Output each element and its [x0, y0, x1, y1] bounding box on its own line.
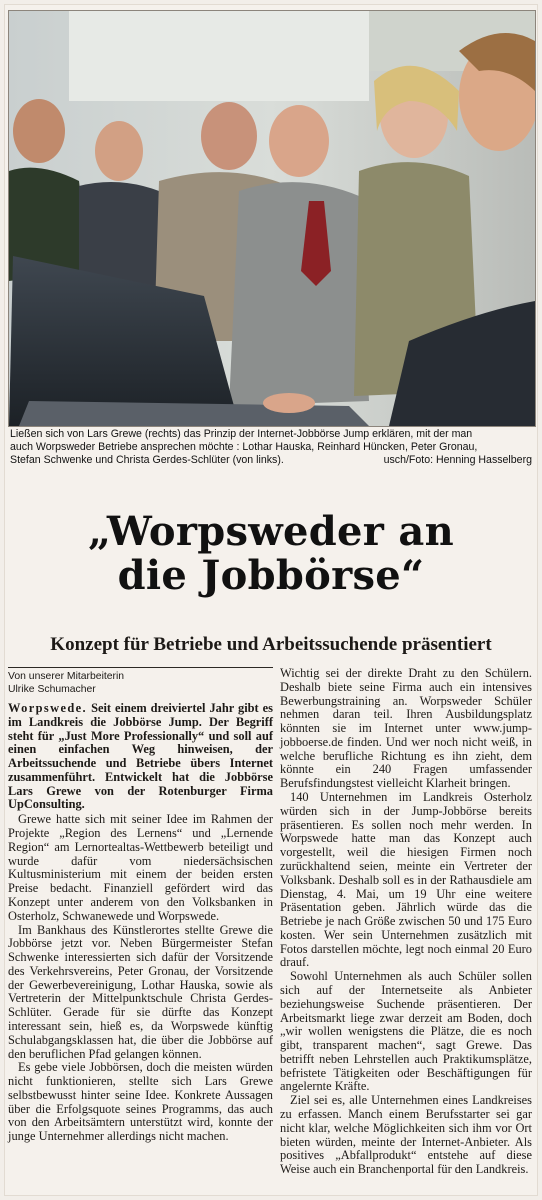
divider: [8, 667, 273, 668]
dateline: Worpswede.: [8, 701, 88, 715]
body-paragraph: 140 Unternehmen im Landkreis Osterholz würden sich in der Jump-Jobbörse bereits präsentieren. Es sollen noch mehr werden. In Worpswede hatte man das Konzept auch vorgestellt, weil die hiesigen Firmen noch zurückhaltend seien, meinte ein Vertreter der Volksbank. Deshalb soll es in der Rathausdiele am Dienstag, 4. Mai, um 19 Uhr eine weitere Präsentation geben. Jährlich würde das die Betriebe je nach Größe zwischen 50 und 175 Euro kosten. Wer sein Unternehmen zusätzlich mit Fotos darstellen möchte, legt noch einmal 20 Euro drauf.: [280, 790, 532, 970]
group-photo: [8, 10, 536, 427]
body-paragraph: Es gebe viele Jobbörsen, doch die meisten würden nicht funktionieren, stellte sich Lars Grewe selbstbewusst hinter seine Idee. Konkrete Aussagen über die Erfolgsquote seines Programms, das auch von den Arbeitsämtern unterstützt wird, konnte der junge Unternehmer allerdings nicht machen.: [8, 1060, 273, 1144]
caption-text: Stefan Schwenke und Christa Gerdes-Schlüter (von links).: [10, 454, 284, 466]
headline-line-2: die Jobbörse“: [117, 552, 425, 599]
body-paragraph: Im Bankhaus des Künstlerortes stellte Grewe die Jobbörse jetzt vor. Neben Bürgermeister Stefan Schwenke interessierten sich dafür der Vorsitzende des Verkehrsvereins, Peter Gronau, der Vorsitzende der Gewerbevereinigung, Lothar Hauska, sowie als Vertreterin der Mittelpunktschule Christa Gerdes-Schlüter. Gerade für sie dürfte das Konzept interessant sein, hieß es, da Worpswede künftig Schulabgangsklassen hat, die über die Jobbörse auf den beruflichen Pfad gelangen können.: [8, 922, 273, 1061]
body-paragraph: Grewe hatte sich mit seiner Idee im Rahmen der Projekte „Region des Lernens“ und „Lernende Region“ am Lernortealtas-Wettbewerb beteiligt und wurde dafür vom niedersächsischen Kultusministerium mit einem der beiden ersten Preise bedacht. Finanziell gefördert wird das Konzept unter anderem von den Volksbanken in Osterholz, Schwanewede und Worpswede.: [8, 812, 273, 923]
headline: [0, 510, 542, 598]
article-column-right: [280, 667, 532, 1177]
body-paragraph: Wichtig sei der direkte Draht zu den Schülern. Deshalb biete seine Firma auch ein intensives Bewerbungstraining an. Worpsweder Schüler nehmen daran teil. Ihren Ausbildungsplatz könnten sie im Internet unter www.jump-jobboerse.de finden. Und wer noch nicht weiß, in welche berufliche Richtung es ihn zieht, dem könnte ein 240 Fragen umfassender Berufsfindungstest vielleicht Klarheit bringen.: [280, 666, 532, 791]
lead-paragraph: [8, 702, 273, 812]
caption-line: auch Worpsweder Betriebe ansprechen möchte : Lothar Hauska, Reinhard Hüncken, Peter Gronau,: [10, 441, 478, 453]
author-name: Ulrike Schumacher: [8, 684, 96, 695]
caption-line: [10, 454, 532, 467]
article-column-left: [8, 667, 273, 1144]
headline-line-1: „Worpsweder an: [87, 508, 455, 555]
photo-credit: usch/Foto: Henning Hasselberg: [383, 454, 532, 466]
body-paragraph: Ziel sei es, alle Unternehmen eines Landkreises zu erfassen. Manch einem Berufsstarter sei gar nicht klar, welche Möglichkeiten sich ihm vor Ort bieten würden, meinte der Internet-Anbieter. Als positives „Abfallprodukt“ entstehe auf diese Weise auch ein Branchenportal für den Landkreis.: [280, 1093, 532, 1177]
photo-caption: [10, 428, 532, 467]
body-paragraph: Sowohl Unternehmen als auch Schüler sollen sich auf der Internetseite als Anbieter beziehungsweise Suchende präsentieren. Der Arbeitsmarkt liege zwar derzeit am Boden, doch „wir wollen wenigstens die Plätze, die es noch gibt, transparent machen“, sagt Grewe. Das betrifft neben Lehrstellen auch Praktikumsplätze, befristete Tätigkeiten oder Beschäftigungen für angelernte Kräfte.: [280, 969, 532, 1094]
lead-text: Seit einem dreiviertel Jahr gibt es im Landkreis die Jobbörse Jump. Der Begriff steht für „Just More Professionally“ und soll auf einen einfachen Weg hinweisen, der Arbeitssuchende und Betriebe übers Internet zusammenführt. Entwickelt hat die Jobbörse Lars Grewe von der Rotenburger Firma UpConsulting.: [8, 701, 273, 812]
subheadline: Konzept für Betriebe und Arbeitssuchende präsentiert: [50, 634, 492, 655]
byline: [8, 670, 273, 696]
byline-line: Von unserer Mitarbeiterin: [8, 671, 125, 682]
caption-line: Ließen sich von Lars Grewe (rechts) das Prinzip der Internet-Jobbörse Jump erklären, mit der man: [10, 428, 473, 440]
